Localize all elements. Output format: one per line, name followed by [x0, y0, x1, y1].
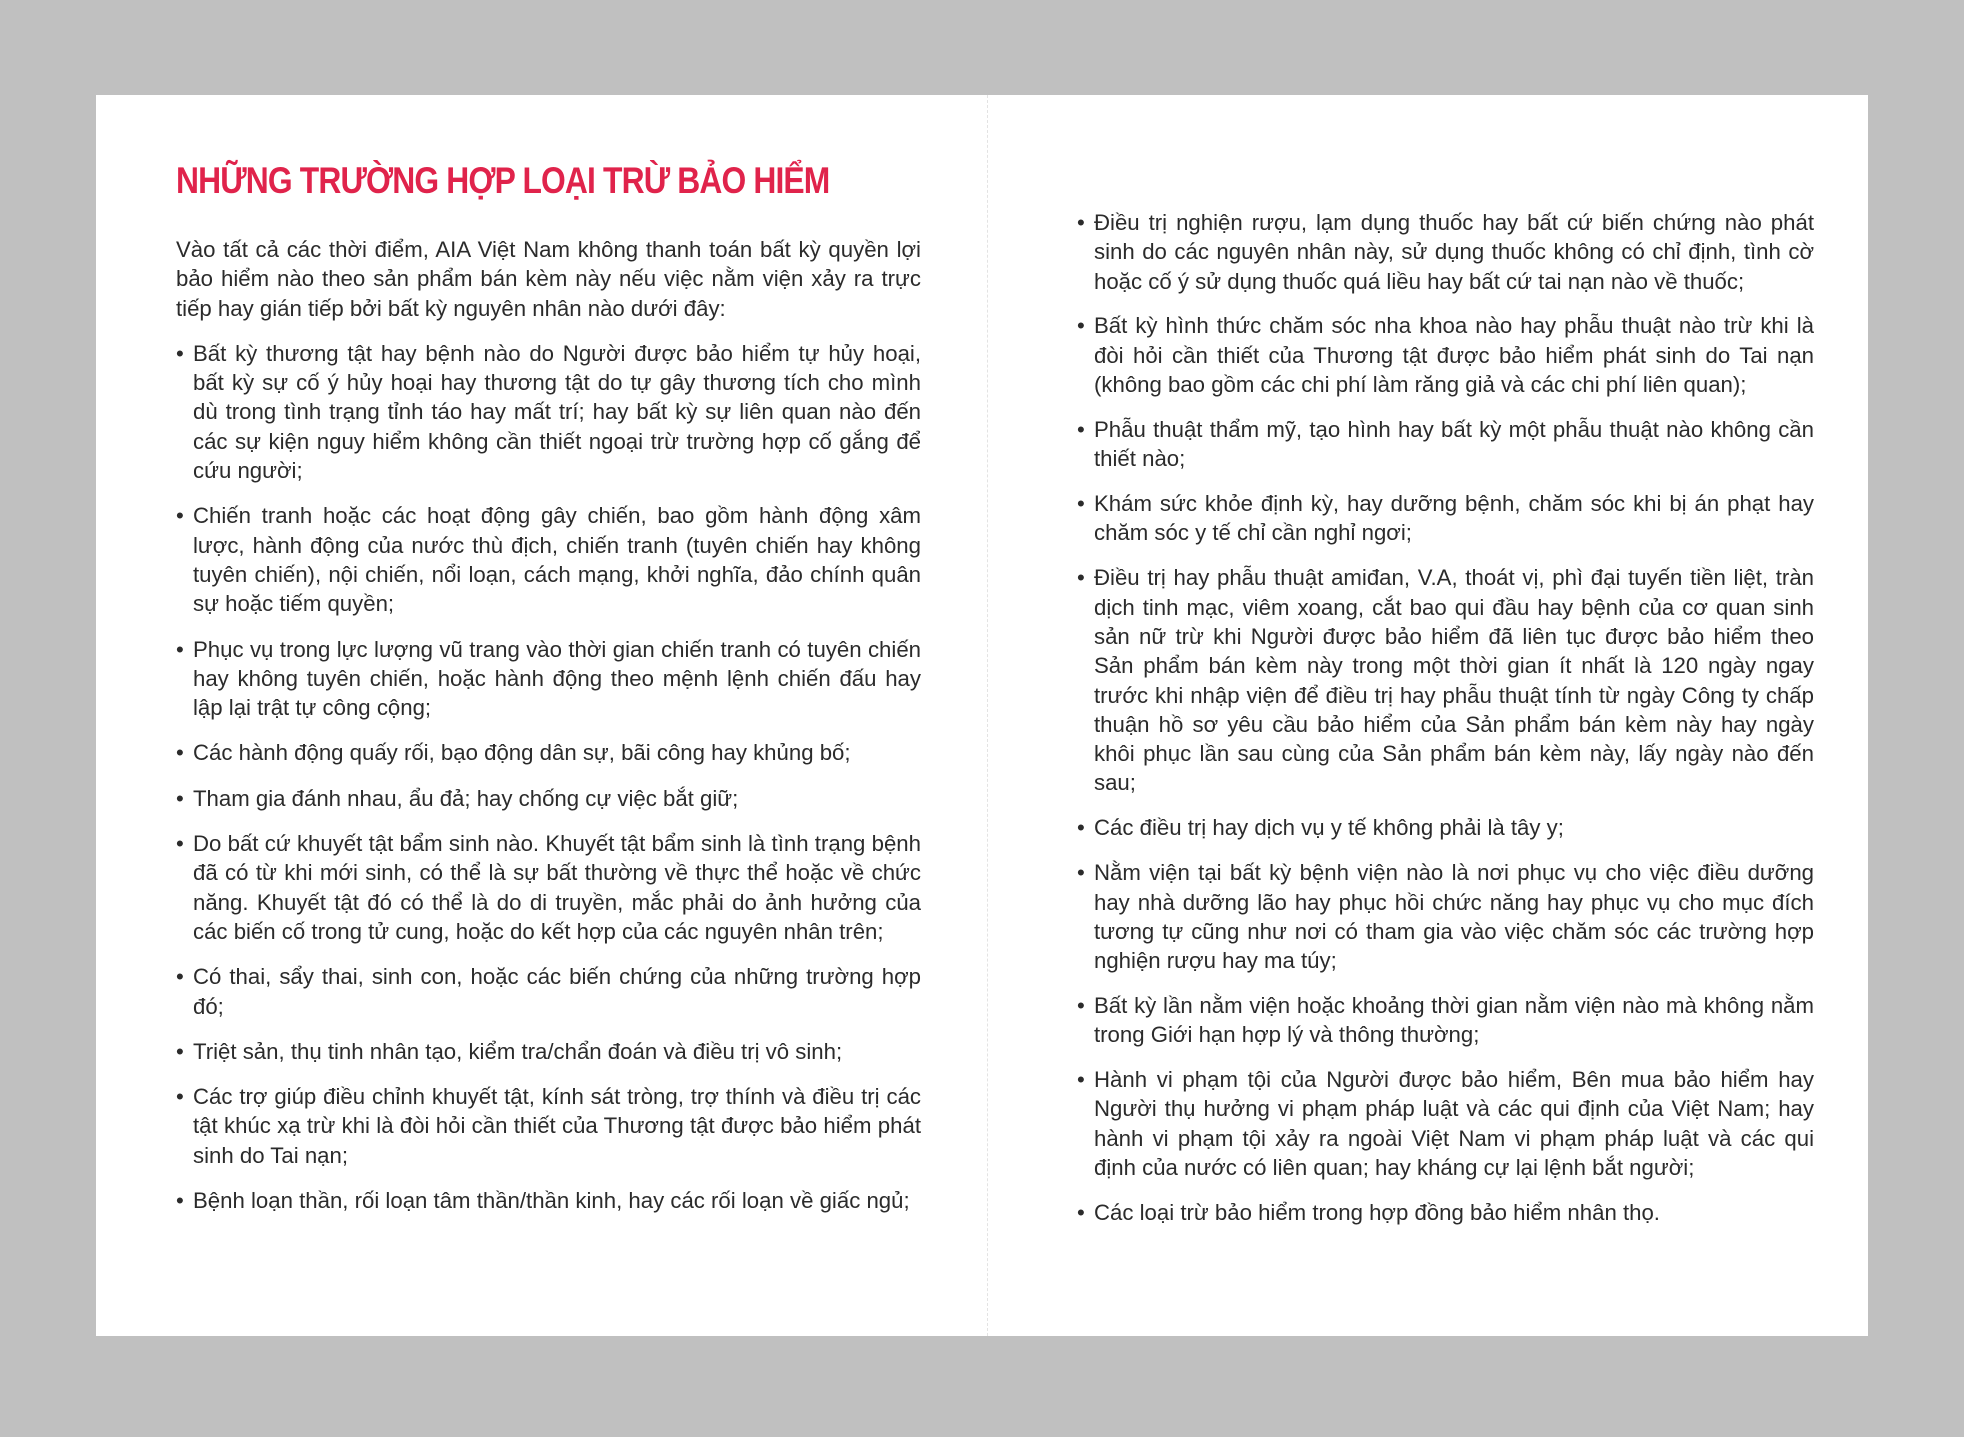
page-fold-divider: [987, 95, 988, 1336]
exclusion-item: • Nằm viện tại bất kỳ bệnh viện nào là nơi phục vụ cho việc điều dưỡng hay nhà dưỡng lão hay phục hồi chức năng hay phục vụ cho mục đích tương tự cũng như nơi có tham gia vào việc chăm sóc các trường hợp nghiện rượu hay ma túy;: [1077, 858, 1814, 975]
intro-paragraph: Vào tất cả các thời điểm, AIA Việt Nam không thanh toán bất kỳ quyền lợi bảo hiểm nào theo sản phẩm bán kèm này nếu việc nằm viện xảy ra trực tiếp hay gián tiếp bởi bất kỳ nguyên nhân nào dưới đây:: [176, 237, 921, 321]
page-title: NHỮNG TRƯỜNG HỢP LOẠI TRỪ BẢO HIỂM: [176, 160, 830, 201]
document-spread: [96, 95, 1868, 1336]
exclusion-item: • Chiến tranh hoặc các hoạt động gây chiến, bao gồm hành động xâm lược, hành động của nước thù địch, chiến tranh (tuyên chiến hay không tuyên chiến), nội chiến, nổi loạn, cách mạng, khởi nghĩa, đảo chính quân sự hoặc tiếm quyền;: [176, 501, 921, 618]
exclusion-item: • Các hành động quấy rối, bạo động dân sự, bãi công hay khủng bố;: [176, 738, 921, 767]
exclusion-item: • Phẫu thuật thẩm mỹ, tạo hình hay bất kỳ một phẫu thuật nào không cần thiết nào;: [1077, 415, 1814, 474]
exclusion-item: • Bất kỳ thương tật hay bệnh nào do Người được bảo hiểm tự hủy hoại, bất kỳ sự cố ý hủy hoại hay thương tật do tự gây thương tích cho mình dù trong tình trạng tỉnh táo hay mất trí; hay bất kỳ sự liên quan nào đến các sự kiện nguy hiểm không cần thiết ngoại trừ trường hợp cố gắng để cứu người;: [176, 339, 921, 485]
exclusion-item: • Tham gia đánh nhau, ẩu đả; hay chống cự việc bắt giữ;: [176, 784, 921, 813]
exclusion-item: • Các loại trừ bảo hiểm trong hợp đồng bảo hiểm nhân thọ.: [1077, 1198, 1814, 1227]
exclusion-item: • Bất kỳ lần nằm viện hoặc khoảng thời gian nằm viện nào mà không nằm trong Giới hạn hợp lý và thông thường;: [1077, 991, 1814, 1050]
exclusion-item: • Các trợ giúp điều chỉnh khuyết tật, kính sát tròng, trợ thính và điều trị các tật khúc xạ trừ khi là đòi hỏi cần thiết của Thương tật được bảo hiểm phát sinh do Tai nạn;: [176, 1082, 921, 1170]
exclusion-item: • Bệnh loạn thần, rối loạn tâm thần/thần kinh, hay các rối loạn về giấc ngủ;: [176, 1186, 921, 1215]
exclusion-item: • Hành vi phạm tội của Người được bảo hiểm, Bên mua bảo hiểm hay Người thụ hưởng vi phạm pháp luật và các qui định của Việt Nam; hay hành vi phạm tội xảy ra ngoài Việt Nam vi phạm pháp luật và các qui định của nước có liên quan; hay kháng cự lại lệnh bắt người;: [1077, 1065, 1814, 1182]
exclusion-item: • Triệt sản, thụ tinh nhân tạo, kiểm tra/chẩn đoán và điều trị vô sinh;: [176, 1037, 921, 1066]
exclusion-item: • Do bất cứ khuyết tật bẩm sinh nào. Khuyết tật bẩm sinh là tình trạng bệnh đã có từ khi mới sinh, có thể là sự bất thường về thực thể hoặc về chức năng. Khuyết tật đó có thể là do di truyền, mắc phải do ảnh hưởng của các biến cố trong tử cung, hoặc do kết hợp của các nguyên nhân trên;: [176, 829, 921, 946]
exclusion-list-left: [176, 339, 921, 1215]
exclusion-item: • Điều trị nghiện rượu, lạm dụng thuốc hay bất cứ biến chứng nào phát sinh do các nguyên nhân này, sử dụng thuốc không có chỉ định, tình cờ hoặc cố ý sử dụng thuốc quá liều hay bất cứ tai nạn nào về thuốc;: [1077, 208, 1814, 296]
exclusion-item: • Phục vụ trong lực lượng vũ trang vào thời gian chiến tranh có tuyên chiến hay không tuyên chiến, hoặc hành động theo mệnh lệnh chiến đấu hay lập lại trật tự công cộng;: [176, 635, 921, 723]
exclusion-list-right: [1077, 208, 1814, 1227]
exclusion-item: • Điều trị hay phẫu thuật amiđan, V.A, thoát vị, phì đại tuyến tiền liệt, tràn dịch tinh mạc, viêm xoang, cắt bao qui đầu hay bệnh của cơ quan sinh sản nữ trừ khi Người được bảo hiểm đã liên tục được bảo hiểm theo Sản phẩm bán kèm này trong một thời gian ít nhất là 120 ngày ngay trước khi nhập viện để điều trị hay phẫu thuật tính từ ngày Công ty chấp thuận hồ sơ yêu cầu bảo hiểm của Sản phẩm bán kèm này hay ngày khôi phục lần sau cùng của Sản phẩm bán kèm này, lấy ngày nào đến sau;: [1077, 563, 1814, 797]
right-page: [1077, 208, 1814, 1243]
exclusion-item: • Khám sức khỏe định kỳ, hay dưỡng bệnh, chăm sóc khi bị án phạt hay chăm sóc y tế chỉ cần nghỉ ngơi;: [1077, 489, 1814, 548]
exclusion-item: • Có thai, sẩy thai, sinh con, hoặc các biến chứng của những trường hợp đó;: [176, 962, 921, 1021]
exclusion-item: • Các điều trị hay dịch vụ y tế không phải là tây y;: [1077, 813, 1814, 842]
exclusion-item: • Bất kỳ hình thức chăm sóc nha khoa nào hay phẫu thuật nào trừ khi là đòi hỏi cần thiết của Thương tật được bảo hiểm phát sinh do Tai nạn (không bao gồm các chi phí làm răng giả và các chi phí liên quan);: [1077, 311, 1814, 399]
left-page: [176, 155, 921, 1231]
